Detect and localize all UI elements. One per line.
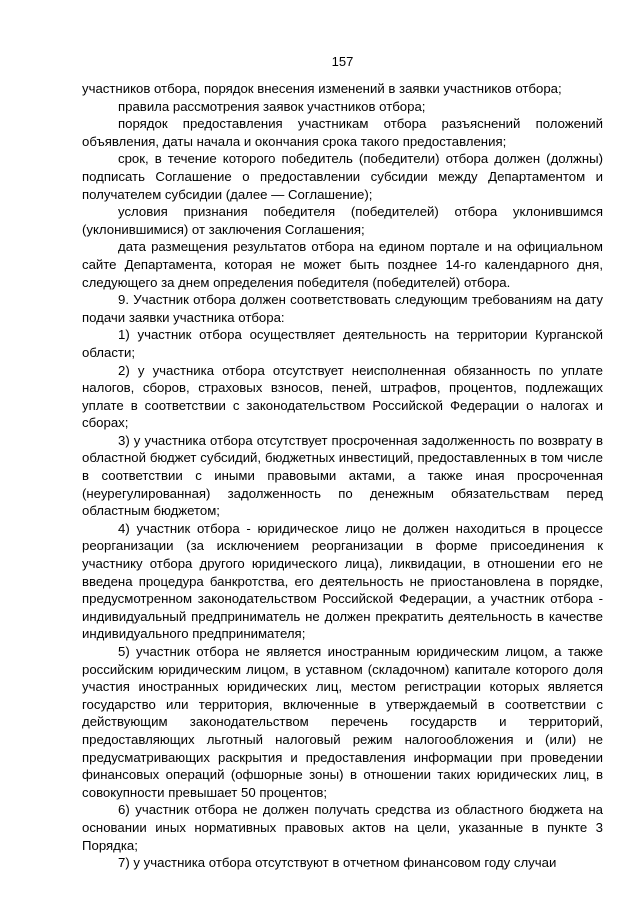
paragraph: порядок предоставления участникам отбора разъяснений положений объявления, даты начала и окончания срока такого предоставления;	[82, 116, 603, 149]
paragraph: срок, в течение которого победитель (победители) отбора должен (должны) подписать Соглашение о предоставлении субсидии между Департаментом и получателем субсидии (далее — Соглашение);	[82, 151, 603, 202]
paragraph: участников отбора, порядок внесения изменений в заявки участников отбора;	[82, 81, 562, 96]
paragraph: 9. Участник отбора должен соответствовать следующим требованиям на дату подачи заявки участника отбора:	[82, 292, 603, 325]
paragraph: 2) у участника отбора отсутствует неисполненная обязанность по уплате налогов, сборов, страховых взносов, пеней, штрафов, процентов, подлежащих уплате в соответствии с законодательством Российской Федерации о налогах и сборах;	[82, 362, 603, 431]
paragraph: дата размещения результатов отбора на едином портале и на официальном сайте Департамента, которая не может быть позднее 14-го календарного дня, следующего за днем определения победителя (победителей) отбора.	[82, 239, 603, 290]
document-body	[82, 80, 603, 872]
paragraph: 4) участник отбора - юридическое лицо не должен находиться в процессе реорганизации (за исключением реорганизации в форме присоединения к участнику отбора другого юридического лица), ликвидации, в отношении его не введена процедура банкротства, его деятельность не приостановлена в порядке, предусмотренном законодательством Российской Федерации, а участник отбора - индивидуальный предприниматель не должен прекратить деятельность в качестве индивидуального предпринимателя;	[82, 520, 603, 642]
paragraph: 5) участник отбора не является иностранным юридическим лицом, а также российским юридическим лицом, в уставном (складочном) капитале которого доля участия иностранных юридических лиц, местом регистрации которых является государство или территория, включенные в утверждаемый в соответствии с действующим законодательством перечень государств и территорий, предоставляющих льготный налоговый режим налогообложения и (или) не предусматривающих раскрытия и предоставления информации при проведении финансовых операций (офшорные зоны) в отношении таких юридических лиц, в совокупности превышает 50 процентов;	[82, 644, 603, 800]
paragraph: условия признания победителя (победителей) отбора уклонившимся (уклонившимися) от заключения Соглашения;	[82, 204, 603, 237]
paragraph: 6) участник отбора не должен получать средства из областного бюджета на основании иных нормативных правовых актов на цели, указанные в пункте 3 Порядка;	[82, 802, 603, 853]
page-number: 157	[331, 54, 354, 69]
paragraph: 1) участник отбора осуществляет деятельность на территории Курганской области;	[82, 327, 603, 360]
paragraph: 7) у участника отбора отсутствуют в отчетном финансовом году случаи	[118, 855, 557, 871]
paragraph: правила рассмотрения заявок участников отбора;	[118, 98, 426, 114]
paragraph: 3) у участника отбора отсутствует просроченная задолженность по возврату в областной бюджет субсидий, бюджетных инвестиций, предоставленных в том числе в соответствии с иными правовыми актами, а также иная просроченная (неурегулированная) задолженность по денежным обязательствам перед областным бюджетом;	[82, 432, 603, 519]
